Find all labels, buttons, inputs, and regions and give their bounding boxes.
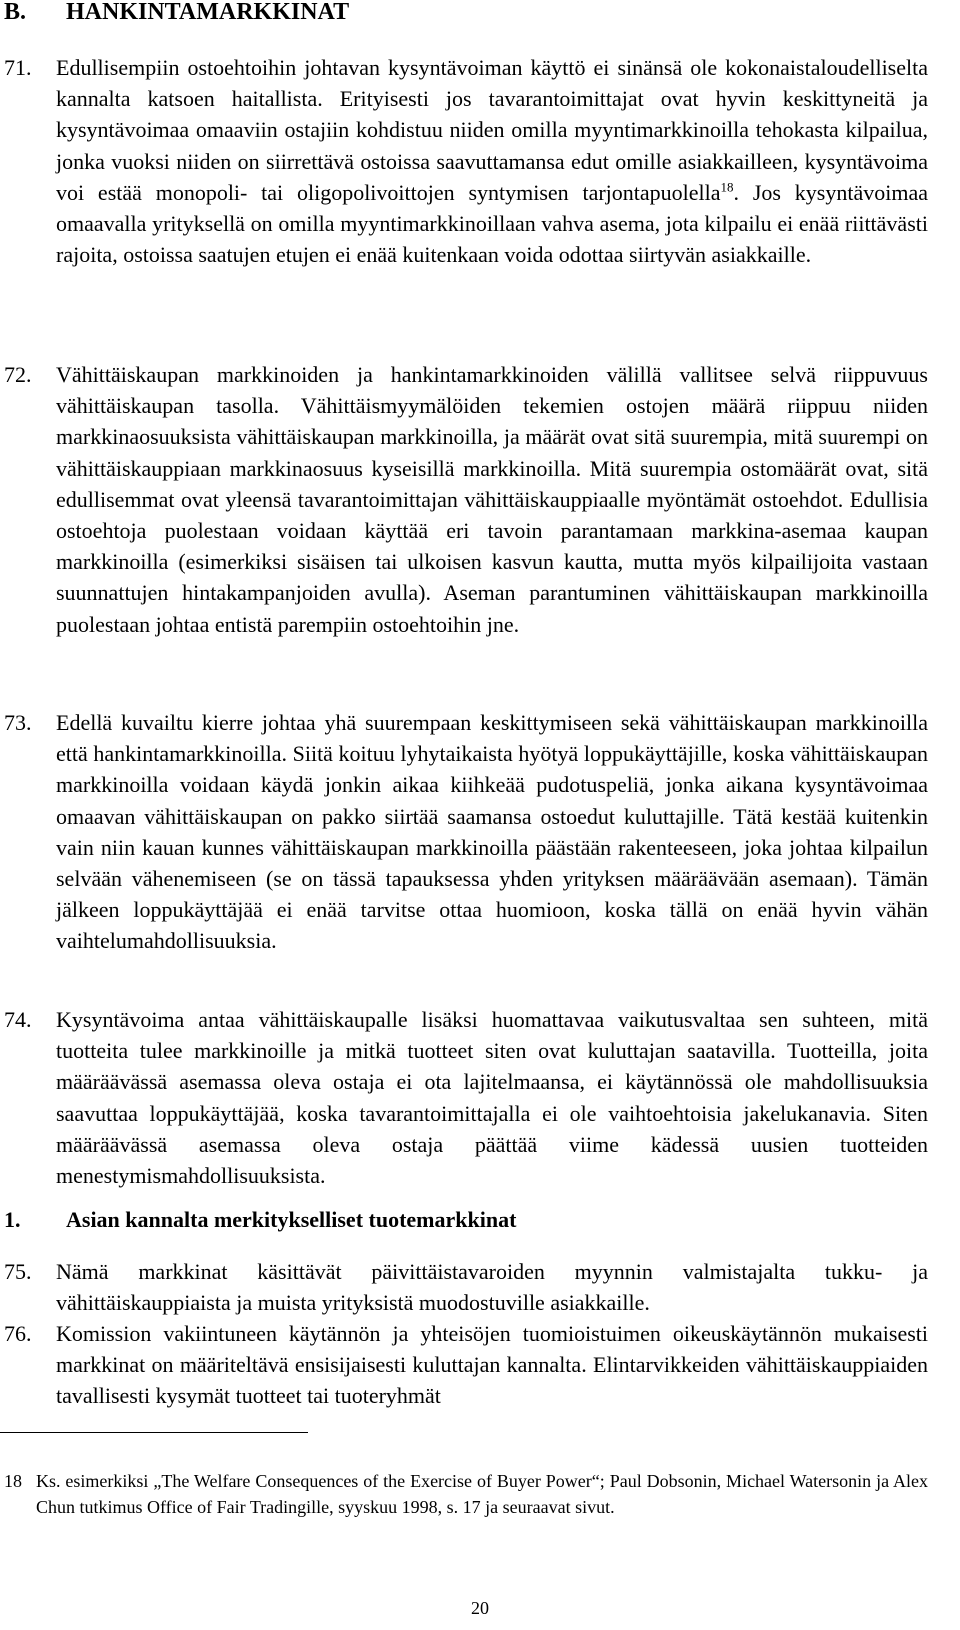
section-number: B.: [4, 0, 27, 25]
paragraph-71: [4, 52, 928, 270]
paragraph-number: 72.: [4, 362, 32, 387]
footnote: [4, 1468, 928, 1520]
paragraph-number: 75.: [4, 1259, 32, 1284]
footnote-separator: [0, 1432, 308, 1433]
paragraph-76: [4, 1318, 928, 1412]
paragraph-text-part: . Jos kysyntävoimaa omaavalla yrityksellä on omilla myyntimarkkinoillaan vahva asema, jota kilpailu ei enää riittävästi rajoita, ostoissa saatujen etujen ei enää kuitenkaan voida odottaa siirtyvän asiakkaille.: [56, 179, 928, 268]
subsection-number: 1.: [4, 1207, 21, 1232]
paragraph-text-part: Edullisempiin ostoehtoihin johtavan kysyntävoiman käyttö ei sinänsä ole kokonaistaloudelliselta kannalta katsoen haitallista. Erityisesti jos tavarantoimittajat ovat hyvin keskittyneitä ja kysyntävoimaa omaaviin ostajiin kohdistuu niiden omilla myyntimarkkinoilla tehokasta kilpailua, jonka vuoksi niiden on siirrettävä ostoissa saavuttamansa edut omille asiakkailleen, kysyntävoima voi estää monopoli- tai oligopolivoittojen syntymisen tarjontapuolella: [56, 55, 928, 205]
footnote-reference[interactable]: 18: [720, 179, 734, 195]
section-title: HANKINTAMARKKINAT: [66, 0, 350, 25]
paragraph-text: [56, 52, 928, 270]
paragraph-number: 73.: [4, 710, 32, 735]
paragraph-text: Nämä markkinat käsittävät päivittäistavaroiden myynnin valmistajalta tukku- ja vähittäiskauppiaista ja muista yrityksistä muodostuville asiakkaille.: [56, 1259, 928, 1316]
paragraph-text: Kysyntävoima antaa vähittäiskaupalle lisäksi huomattavaa vaikutusvaltaa sen suhteen, mitä tuotteita tulee markkinoille ja mitkä tuotteet siten ovat kuluttajan saatavilla. Tuotteilla, joita määräävässä asemassa oleva ostaja ei ota lajitelmaansa, ei käytännössä ole mahdollisuuksia saavuttaa loppukäyttäjää, koska tavarantoimittajalla ei ole vaihtoehtoisia jakelukanavia. Siten määräävässä asemassa oleva ostaja päättää viime kädessä uusien tuotteiden menestymismahdollisuuksista.: [56, 1007, 928, 1189]
paragraph-72: [4, 359, 928, 640]
footnote-number: 18: [4, 1471, 22, 1491]
paragraph-text: Edellä kuvailtu kierre johtaa yhä suurempaan keskittymiseen sekä vähittäiskaupan markkinoilla että hankintamarkkinoilla. Siitä koituu lyhytaikaista hyötyä loppukäyttäjille, koska vähittäiskaupan markkinoilla voidaan käydä jonkin aikaa kiihkeää pudotuspeliä, jonka aikana kysyntävoimaa omaavan vähittäiskaupan on pakko siirtää saamansa ostoedut kuluttajille. Tätä kestää kuitenkin vain niin kauan kunnes vähittäiskaupan markkinoilla päästään rakenteeseen, joka johtaa kilpailun selvään vähenemiseen (se on tässä tapauksessa yhden yrityksen määräävään asemaan). Tämän jälkeen loppukäyttäjää ei enää tarvitse ottaa huomioon, koska tällä on enää hyvin vähän vaihtelumahdollisuuksia.: [56, 710, 928, 954]
paragraph-number: 71.: [4, 55, 32, 80]
paragraph-74: [4, 1004, 928, 1191]
paragraph-text: Komission vakiintuneen käytännön ja yhteisöjen tuomioistuimen oikeuskäytännön mukaisesti markkinat on määriteltävä ensisijaisesti kuluttajan kannalta. Elintarvikkeiden vähittäiskauppiaiden tavallisesti kysymät tuotteet tai tuoteryhmät: [56, 1321, 928, 1409]
paragraph-number: 76.: [4, 1321, 32, 1346]
subsection-title: Asian kannalta merkitykselliset tuotemarkkinat: [66, 1207, 517, 1232]
page-number: 20: [471, 1598, 489, 1618]
footnote-text: Ks. esimerkiksi „The Welfare Consequences of the Exercise of Buyer Power“; Paul Dobsonin, Michael Watersonin ja Alex Chun tutkimus Office of Fair Tradingille, syyskuu 1998, s. 17 ja seuraavat sivut.: [36, 1471, 928, 1517]
section-heading: [4, 0, 349, 28]
subsection-heading: [4, 1204, 516, 1235]
paragraph-text: Vähittäiskaupan markkinoiden ja hankintamarkkinoiden välillä vallitsee selvä riippuvuus vähittäiskaupan tasolla. Vähittäismyymälöiden tekemien ostojen määrä riippuu niiden markkinaosuuksista vähittäiskaupan markkinoilla, ja määrät ovat sitä suurempia, mitä suurempi on vähittäiskauppiaan markkinaosuus kyseisillä markkinoilla. Mitä suurempia ostomäärät ovat, sitä edullisemmat ovat yleensä tavarantoimittajan vähittäiskauppiaalle myöntämät ostoehdot. Edullisia ostoehtoja puolestaan voidaan käyttää eri tavoin parantamaan markkina-asemaa kaupan markkinoilla (esimerkiksi sisäisen tai ulkoisen kasvun kautta, mutta myös kilpailijoita vastaan suunnattujen hintakampanjoiden avulla). Aseman parantuminen vähittäiskaupan markkinoilla puolestaan johtaa entistä parempiin ostoehtoihin jne.: [56, 362, 928, 637]
paragraph-73: [4, 707, 928, 957]
paragraph-number: 74.: [4, 1007, 32, 1032]
paragraph-75: [4, 1256, 928, 1318]
